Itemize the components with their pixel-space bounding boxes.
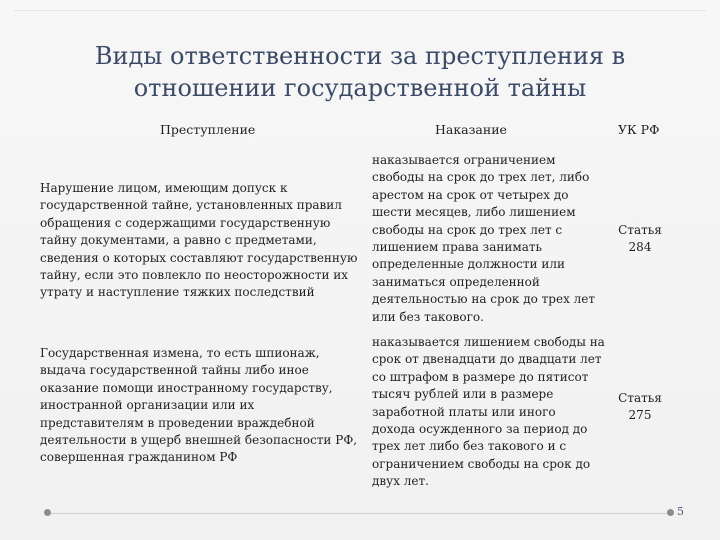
bottom-left-dot-icon bbox=[44, 509, 51, 516]
row-1-punishment: наказывается ограничением свободы на срок до трех лет, либо арестом на срок от четырех до шести месяцев, либо лишением свободы на срок до трех лет с лишением права занимать определенные должности или заниматься определенной деятельностью на срок до трех лет или без такового. bbox=[372, 153, 596, 324]
row-1-law-article: Статья 284 bbox=[618, 223, 662, 255]
title-line-1: Виды ответственности за преступления в bbox=[94, 42, 626, 70]
title-line-2: отношении государственной тайны bbox=[133, 74, 587, 102]
column-header-crime: Преступление bbox=[160, 122, 256, 137]
row-2-law-article: Статья 275 bbox=[618, 391, 662, 423]
top-border-line bbox=[14, 10, 706, 11]
row-2-crime: Государственная измена, то есть шпионаж, выдача государственной тайны либо иное оказание помощи иностранному государству, иностранной организации или их представителям в проведении враждебной деятельности в ущерб внешней безопасности РФ, совершенная гражданином РФ bbox=[40, 346, 358, 465]
bottom-right-dot-icon bbox=[667, 509, 674, 516]
slide-title bbox=[60, 40, 660, 104]
column-header-punishment: Наказание bbox=[435, 122, 507, 137]
bottom-rule bbox=[48, 513, 672, 514]
column-header-law: УК РФ bbox=[618, 122, 660, 137]
row-2-punishment: наказывается лишением свободы на срок от двенадцати до двадцати лет со штрафом в размере до пятисот тысяч рублей или в размере заработной платы или иного дохода осужденного за период до трех лет либо без такового и с ограничением свободы на срок до двух лет. bbox=[372, 335, 605, 489]
page-number: 5 bbox=[677, 505, 684, 518]
row-1-crime: Нарушение лицом, имеющим допуск к государственной тайне, установленных правил обращения с содержащими государственную тайну документами, а равно с предметами, сведения о которых составляют государственную тайну, если это повлекло по неосторожности их утрату и наступление тяжких последствий bbox=[40, 181, 358, 300]
